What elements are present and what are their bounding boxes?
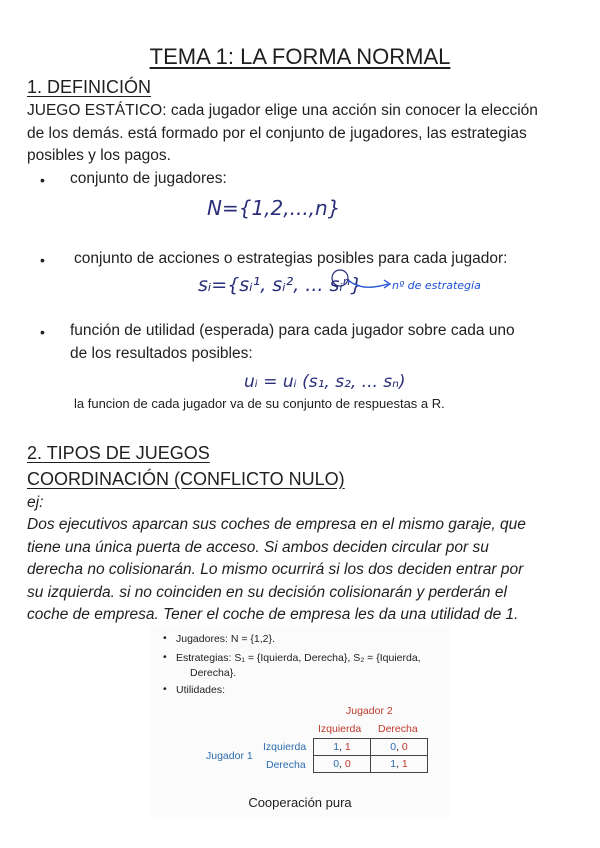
section-1-intro: [27, 100, 587, 168]
inset-caption: Cooperación pura: [248, 795, 352, 810]
column-header: Izquierda: [318, 723, 362, 735]
example-line: coche de empresa. Tener el coche de empresa les da una utilidad de 1.: [27, 606, 519, 623]
payoff-cell: 0, 0: [371, 739, 428, 756]
inset-strategies-line1: Estrategias: S₁ = {Iquierda, Derecha}, S₂ = {Iquierda,: [176, 652, 421, 664]
handwritten-strategy-annotation: nº de estrategia: [392, 279, 481, 292]
example-label: ej:: [27, 494, 44, 511]
bullet-players: conjunto de jugadores:: [70, 170, 227, 187]
page-title: TEMA 1: LA FORMA NORMAL: [149, 44, 451, 69]
row-header: Derecha: [266, 759, 306, 771]
bullet-icon: •: [163, 651, 167, 663]
bullet-icon: •: [40, 252, 45, 268]
inset-players: Jugadores: N = {1,2}.: [176, 633, 275, 645]
payoff-cell: 1, 1: [371, 756, 428, 773]
section-2-subheading: COORDINACIÓN (CONFLICTO NULO): [27, 469, 345, 489]
player2-label: Jugador 2: [346, 705, 393, 717]
handwritten-strategies-set: sᵢ={sᵢ¹, sᵢ², ... sᵢⁿ}: [198, 274, 363, 296]
section-2-heading: 2. TIPOS DE JUEGOS: [27, 443, 210, 463]
bullet-utility-line: de los resultados posibles:: [70, 344, 253, 362]
intro-line: de los demás. está formado por el conjunto de jugadores, las estrategias: [27, 124, 527, 142]
inset-utilities: Utilidades:: [176, 684, 226, 696]
bullet-strategies: conjunto de acciones o estrategias posibles para cada jugador:: [74, 250, 508, 267]
example-line: su izquierda. si no coinciden en su decisión colisionarán y perderán el: [27, 583, 507, 601]
annotation-arrow-icon: [328, 268, 398, 294]
example-line: derecha no colisionarán. Lo mismo ocurrirá si los dos deciden entrar por: [27, 561, 524, 578]
example-text: [27, 514, 592, 627]
bullet-icon: •: [163, 632, 167, 644]
section-1-heading: 1. DEFINICIÓN: [27, 77, 152, 97]
handwritten-players-set: N={1,2,...,n}: [207, 196, 341, 220]
payoff-matrix: [313, 738, 428, 773]
intro-line: posibles y los pagos.: [27, 147, 171, 164]
player1-label: Jugador 1: [206, 750, 253, 762]
bullet-utility: [70, 320, 590, 365]
bullet-icon: •: [40, 172, 45, 188]
example-line: Dos ejecutivos aparcan sus coches de empresa en el mismo garaje, que: [27, 516, 526, 533]
bullet-icon: •: [163, 683, 167, 695]
column-header: Derecha: [378, 723, 418, 735]
payoff-cell: 0, 0: [314, 756, 371, 773]
utility-note: la funcion de cada jugador va de su conjunto de respuestas a R.: [74, 396, 445, 411]
bullet-utility-line: función de utilidad (esperada) para cada jugador sobre cada uno: [70, 322, 515, 339]
payoff-cell: 1, 1: [314, 739, 371, 756]
intro-line: JUEGO ESTÁTICO: cada jugador elige una acción sin conocer la elección: [27, 102, 538, 119]
example-line: tiene una única puerta de acceso. Si ambos deciden circular por su: [27, 538, 489, 556]
row-header: Izquierda: [263, 741, 307, 753]
bullet-icon: •: [40, 324, 45, 340]
handwritten-utility: uᵢ = uᵢ (s₁, s₂, ... sₙ): [244, 372, 406, 392]
inset-strategies-line2: Derecha}.: [190, 667, 237, 679]
